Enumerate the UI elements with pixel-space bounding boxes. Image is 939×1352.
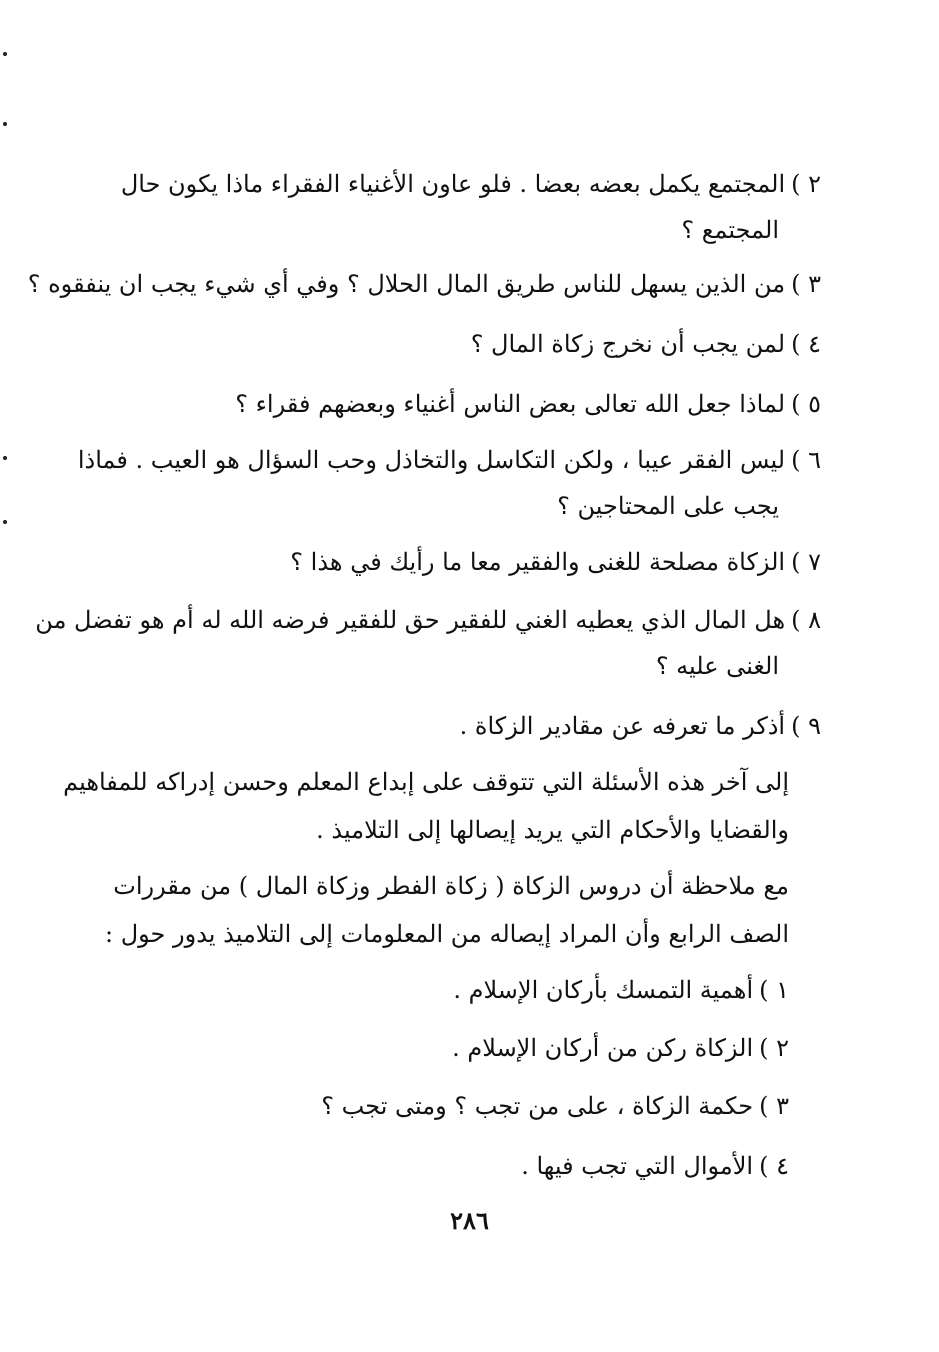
scan-mark bbox=[3, 122, 7, 126]
page-number: ٢٨٦ bbox=[450, 1206, 489, 1235]
topic-number: ٣ ) bbox=[759, 1092, 789, 1120]
question-9 bbox=[121, 710, 821, 742]
topic-number: ٤ ) bbox=[759, 1152, 789, 1180]
question-3 bbox=[27, 268, 821, 300]
question-text: لمن يجب أن نخرج زكاة المال ؟ bbox=[470, 330, 786, 358]
question-number: ٧ ) bbox=[791, 548, 821, 576]
paragraph-text: والقضايا والأحكام التي يريد إيصالها إلى التلاميذ . bbox=[316, 816, 789, 844]
topic-text: حكمة الزكاة ، على من تجب ؟ ومتى تجب ؟ bbox=[321, 1092, 754, 1120]
question-number: ٤ ) bbox=[791, 330, 821, 358]
question-8-line-2 bbox=[129, 650, 779, 682]
question-text: المجتمع يكمل بعضه بعضا . فلو عاون الأغنياء الفقراء ماذا يكون حال bbox=[120, 170, 786, 198]
topic-1 bbox=[189, 974, 789, 1006]
question-text: أذكر ما تعرفه عن مقادير الزكاة . bbox=[459, 712, 786, 740]
question-number: ٥ ) bbox=[791, 390, 821, 418]
topic-number: ١ ) bbox=[759, 976, 789, 1004]
paragraph-1-line-2 bbox=[109, 814, 789, 846]
question-number: ٦ ) bbox=[791, 446, 821, 474]
question-text: لماذا جعل الله تعالى بعض الناس أغنياء وبعضهم فقراء ؟ bbox=[235, 390, 786, 418]
scan-mark bbox=[3, 52, 7, 56]
paragraph-text: الصف الرابع وأن المراد إيصاله من المعلومات إلى التلاميذ يدور حول : bbox=[105, 920, 789, 948]
question-text: الزكاة مصلحة للغنى والفقير معا ما رأيك في هذا ؟ bbox=[290, 548, 786, 576]
question-2-line-2 bbox=[129, 214, 779, 246]
question-number: ٣ ) bbox=[791, 270, 821, 298]
paragraph-text: إلى آخر هذه الأسئلة التي تتوقف على إبداع المعلم وحسن إدراكه للمفاهيم bbox=[63, 768, 789, 796]
paragraph-2-line-2 bbox=[105, 918, 789, 950]
paragraph-1-line-1 bbox=[63, 766, 789, 798]
question-text: الغنى عليه ؟ bbox=[655, 652, 779, 680]
topic-4 bbox=[189, 1150, 789, 1182]
topic-text: أهمية التمسك بأركان الإسلام . bbox=[453, 976, 754, 1004]
question-text: هل المال الذي يعطيه الغني للفقير حق للفقير فرضه الله له أم هو تفضل من bbox=[35, 606, 786, 634]
topic-number: ٢ ) bbox=[759, 1034, 789, 1062]
question-number: ٢ ) bbox=[791, 170, 821, 198]
question-7 bbox=[121, 546, 821, 578]
question-text: المجتمع ؟ bbox=[681, 216, 779, 244]
topic-2 bbox=[189, 1032, 789, 1064]
question-text: ليس الفقر عيبا ، ولكن التكاسل والتخاذل وحب السؤال هو العيب . فماذا bbox=[77, 446, 786, 474]
question-6-line-2 bbox=[129, 490, 779, 522]
question-number: ٩ ) bbox=[791, 712, 821, 740]
topic-text: الزكاة ركن من أركان الإسلام . bbox=[452, 1034, 754, 1062]
question-5 bbox=[121, 388, 821, 420]
question-text: يجب على المحتاجين ؟ bbox=[557, 492, 779, 520]
paragraph-2-line-1 bbox=[109, 870, 789, 902]
paragraph-text: مع ملاحظة أن دروس الزكاة ( زكاة الفطر وزكاة المال ) من مقررات bbox=[113, 872, 789, 900]
question-4 bbox=[121, 328, 821, 360]
topic-text: الأموال التي تجب فيها . bbox=[521, 1152, 754, 1180]
question-2-line-1 bbox=[121, 168, 821, 200]
question-number: ٨ ) bbox=[791, 606, 821, 634]
scan-mark bbox=[3, 456, 7, 460]
topic-3 bbox=[189, 1090, 789, 1122]
question-6-line-1 bbox=[77, 444, 821, 476]
question-text: من الذين يسهل للناس طريق المال الحلال ؟ وفي أي شيء يجب ان ينفقوه ؟ bbox=[27, 270, 786, 298]
scan-mark bbox=[3, 520, 7, 524]
question-8-line-1 bbox=[35, 604, 821, 636]
